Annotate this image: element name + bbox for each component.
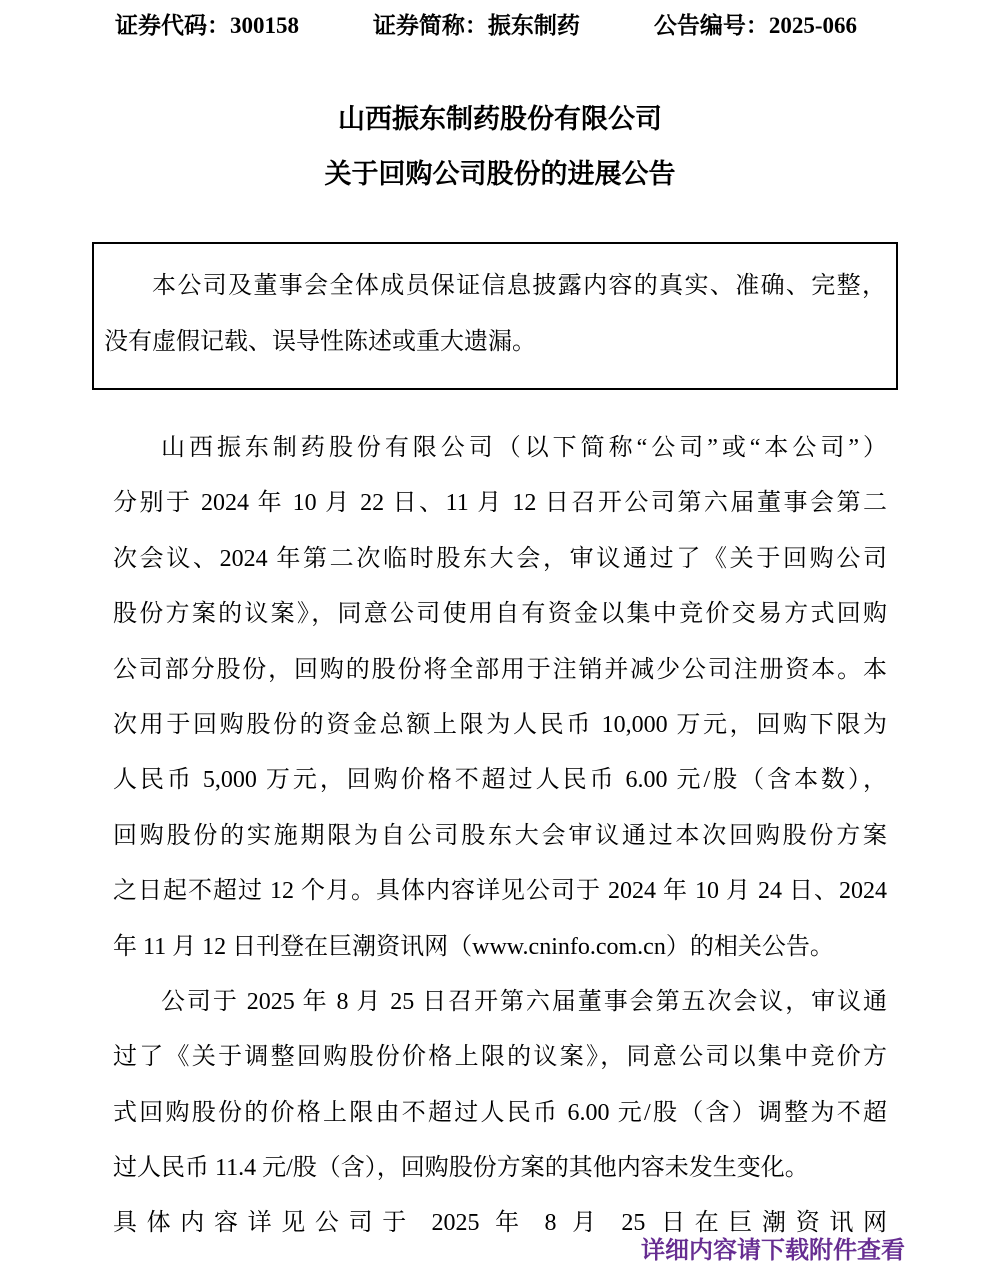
body-line: 分别于 2024 年 10 月 22 日、11 月 12 日召开公司第六届董事会第二	[113, 490, 887, 517]
announcement-number: 公告编号：2025-066	[653, 13, 857, 38]
body-line: 回购股份的实施期限为自公司股东大会审议通过本次回购股份方案	[113, 822, 887, 849]
disclaimer-line: 本公司及董事会全体成员保证信息披露内容的真实、准确、完整，	[152, 273, 886, 299]
stock-abbr: 证券简称：振东制药	[372, 13, 580, 38]
body-line: 公司于 2025 年 8 月 25 日召开第六届董事会第五次会议，审议通	[161, 988, 887, 1015]
announcement-subject: 关于回购公司股份的进展公告	[324, 159, 676, 189]
body-line: 具体内容详见公司于 2025 年 8 月 25 日在巨潮资讯网	[113, 1210, 887, 1237]
stock-code: 证券代码：300158	[115, 13, 299, 38]
body-line: 之日起不超过 12 个月。具体内容详见公司于 2024 年 10 月 24 日、2024	[113, 878, 887, 905]
body-line: 山西振东制药股份有限公司（以下简称“公司”或“本公司”）	[161, 435, 887, 461]
body-line: 过了《关于调整回购股份价格上限的议案》，同意公司以集中竞价方	[113, 1044, 887, 1071]
announcement-body	[113, 421, 887, 1252]
body-line: 次用于回购股份的资金总额上限为人民币 10,000 万元，回购下限为	[113, 711, 887, 738]
body-line: 公司部分股份，回购的股份将全部用于注销并减少公司注册资本。本	[113, 656, 887, 683]
download-attachment-note[interactable]: 详细内容请下载附件查看	[641, 1237, 905, 1264]
securities-header	[115, 0, 857, 42]
body-line: 过人民币 11.4 元/股（含），回购股份方案的其他内容未发生变化。	[113, 1155, 809, 1182]
disclaimer-line: 没有虚假记载、误导性陈述或重大遗漏。	[104, 329, 536, 355]
company-title: 山西振东制药股份有限公司	[338, 104, 662, 134]
body-line: 年 11 月 12 日刊登在巨潮资讯网（www.cninfo.com.cn）的相关公告。	[113, 933, 834, 960]
body-line: 次会议、2024 年第二次临时股东大会，审议通过了《关于回购公司	[113, 545, 887, 572]
body-line: 人民币 5,000 万元，回购价格不超过人民币 6.00 元/股（含本数），	[113, 767, 887, 794]
body-line: 股份方案的议案》，同意公司使用自有资金以集中竞价交易方式回购	[113, 601, 887, 628]
disclaimer-box	[92, 242, 898, 390]
body-line: 式回购股份的价格上限由不超过人民币 6.00 元/股（含）调整为不超	[113, 1099, 887, 1126]
